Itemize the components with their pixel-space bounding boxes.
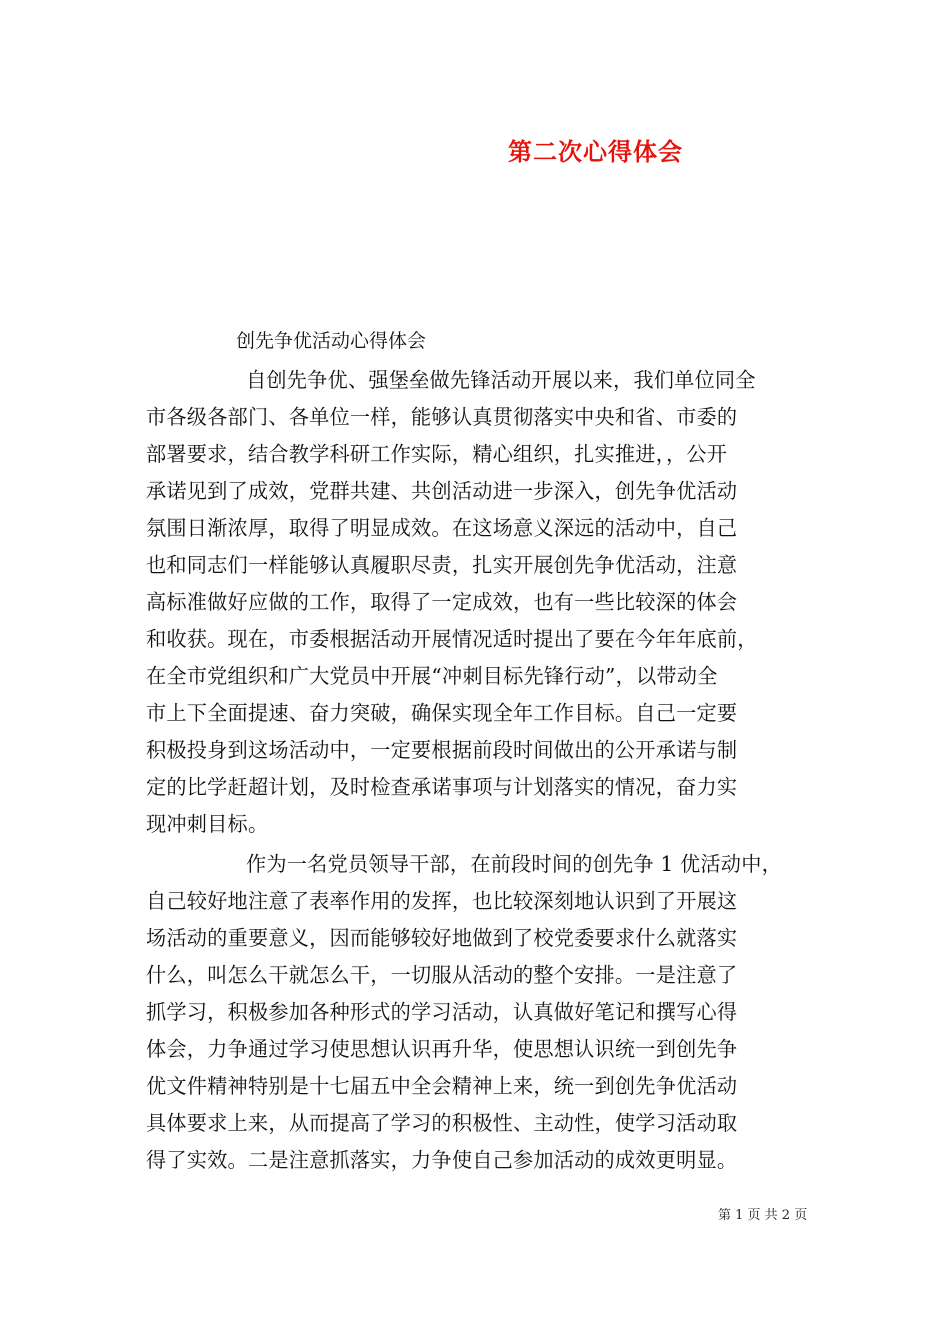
paragraph-line: 抓学习，积极参加各种形式的学习活动，认真做好笔记和撰写心得: [146, 1000, 738, 1024]
paragraph-line: 场活动的重要意义，因而能够较好地做到了校党委要求什么就落实: [146, 926, 738, 950]
paragraph-line: 在全市党组织和广大党员中开展“冲刺目标先锋行动”，以带动全: [146, 664, 718, 688]
paragraph-line: 具体要求上来，从而提高了学习的积极性、主动性，使学习活动取: [146, 1111, 738, 1135]
paragraph-line: 什么，叫怎么干就怎么干，一切服从活动的整个安排。一是注意了: [146, 963, 738, 987]
paragraph-line: 积极投身到这场活动中，一定要根据前段时间做出的公开承诺与制: [146, 738, 738, 762]
paragraph-line: 市上下全面提速、奋力突破，确保实现全年工作目标。自己一定要: [146, 701, 738, 725]
page-footer: 第 1 页 共 2 页: [718, 1208, 808, 1223]
document-subtitle: 创先争优活动心得体会: [236, 330, 427, 352]
paragraph-line: 自创先争优、强堡垒做先锋活动开展以来，我们单位同全: [246, 368, 756, 392]
paragraph-line: 现冲刺目标。: [146, 812, 269, 836]
paragraph-line: 市各级各部门、各单位一样，能够认真贯彻落实中央和省、市委的: [146, 405, 738, 429]
paragraph-line: 得了实效。二是注意抓落实，力争使自己参加活动的成效更明显。: [146, 1148, 738, 1172]
paragraph-line: 体会，力争通过学习使思想认识再升华，使思想认识统一到创先争: [146, 1037, 738, 1061]
document-title: 第二次心得体会: [508, 137, 683, 166]
paragraph-line: 作为一名党员领导干部，在前段时间的创先争 1 优活动中，: [246, 852, 782, 876]
paragraph-line: 部署要求，结合教学科研工作实际，精心组织，扎实推进，，公开: [146, 442, 728, 466]
paragraph-line: 高标准做好应做的工作，取得了一定成效，也有一些比较深的体会: [146, 590, 738, 614]
paragraph-line: 定的比学赶超计划，及时检查承诺事项与计划落实的情况，奋力实: [146, 775, 738, 799]
paragraph-line: 氛围日渐浓厚，取得了明显成效。在这场意义深远的活动中，自己: [146, 516, 738, 540]
paragraph-line: 也和同志们一样能够认真履职尽责，扎实开展创先争优活动，注意: [146, 553, 738, 577]
paragraph-line: 优文件精神特别是十七届五中全会精神上来，统一到创先争优活动: [146, 1074, 738, 1098]
paragraph-line: 承诺见到了成效，党群共建、共创活动进一步深入，创先争优活动: [146, 479, 738, 503]
paragraph-line: 自己较好地注意了表率作用的发挥，也比较深刻地认识到了开展这: [146, 889, 738, 913]
paragraph-line: 和收获。现在，市委根据活动开展情况适时提出了要在今年年底前，: [146, 627, 758, 651]
